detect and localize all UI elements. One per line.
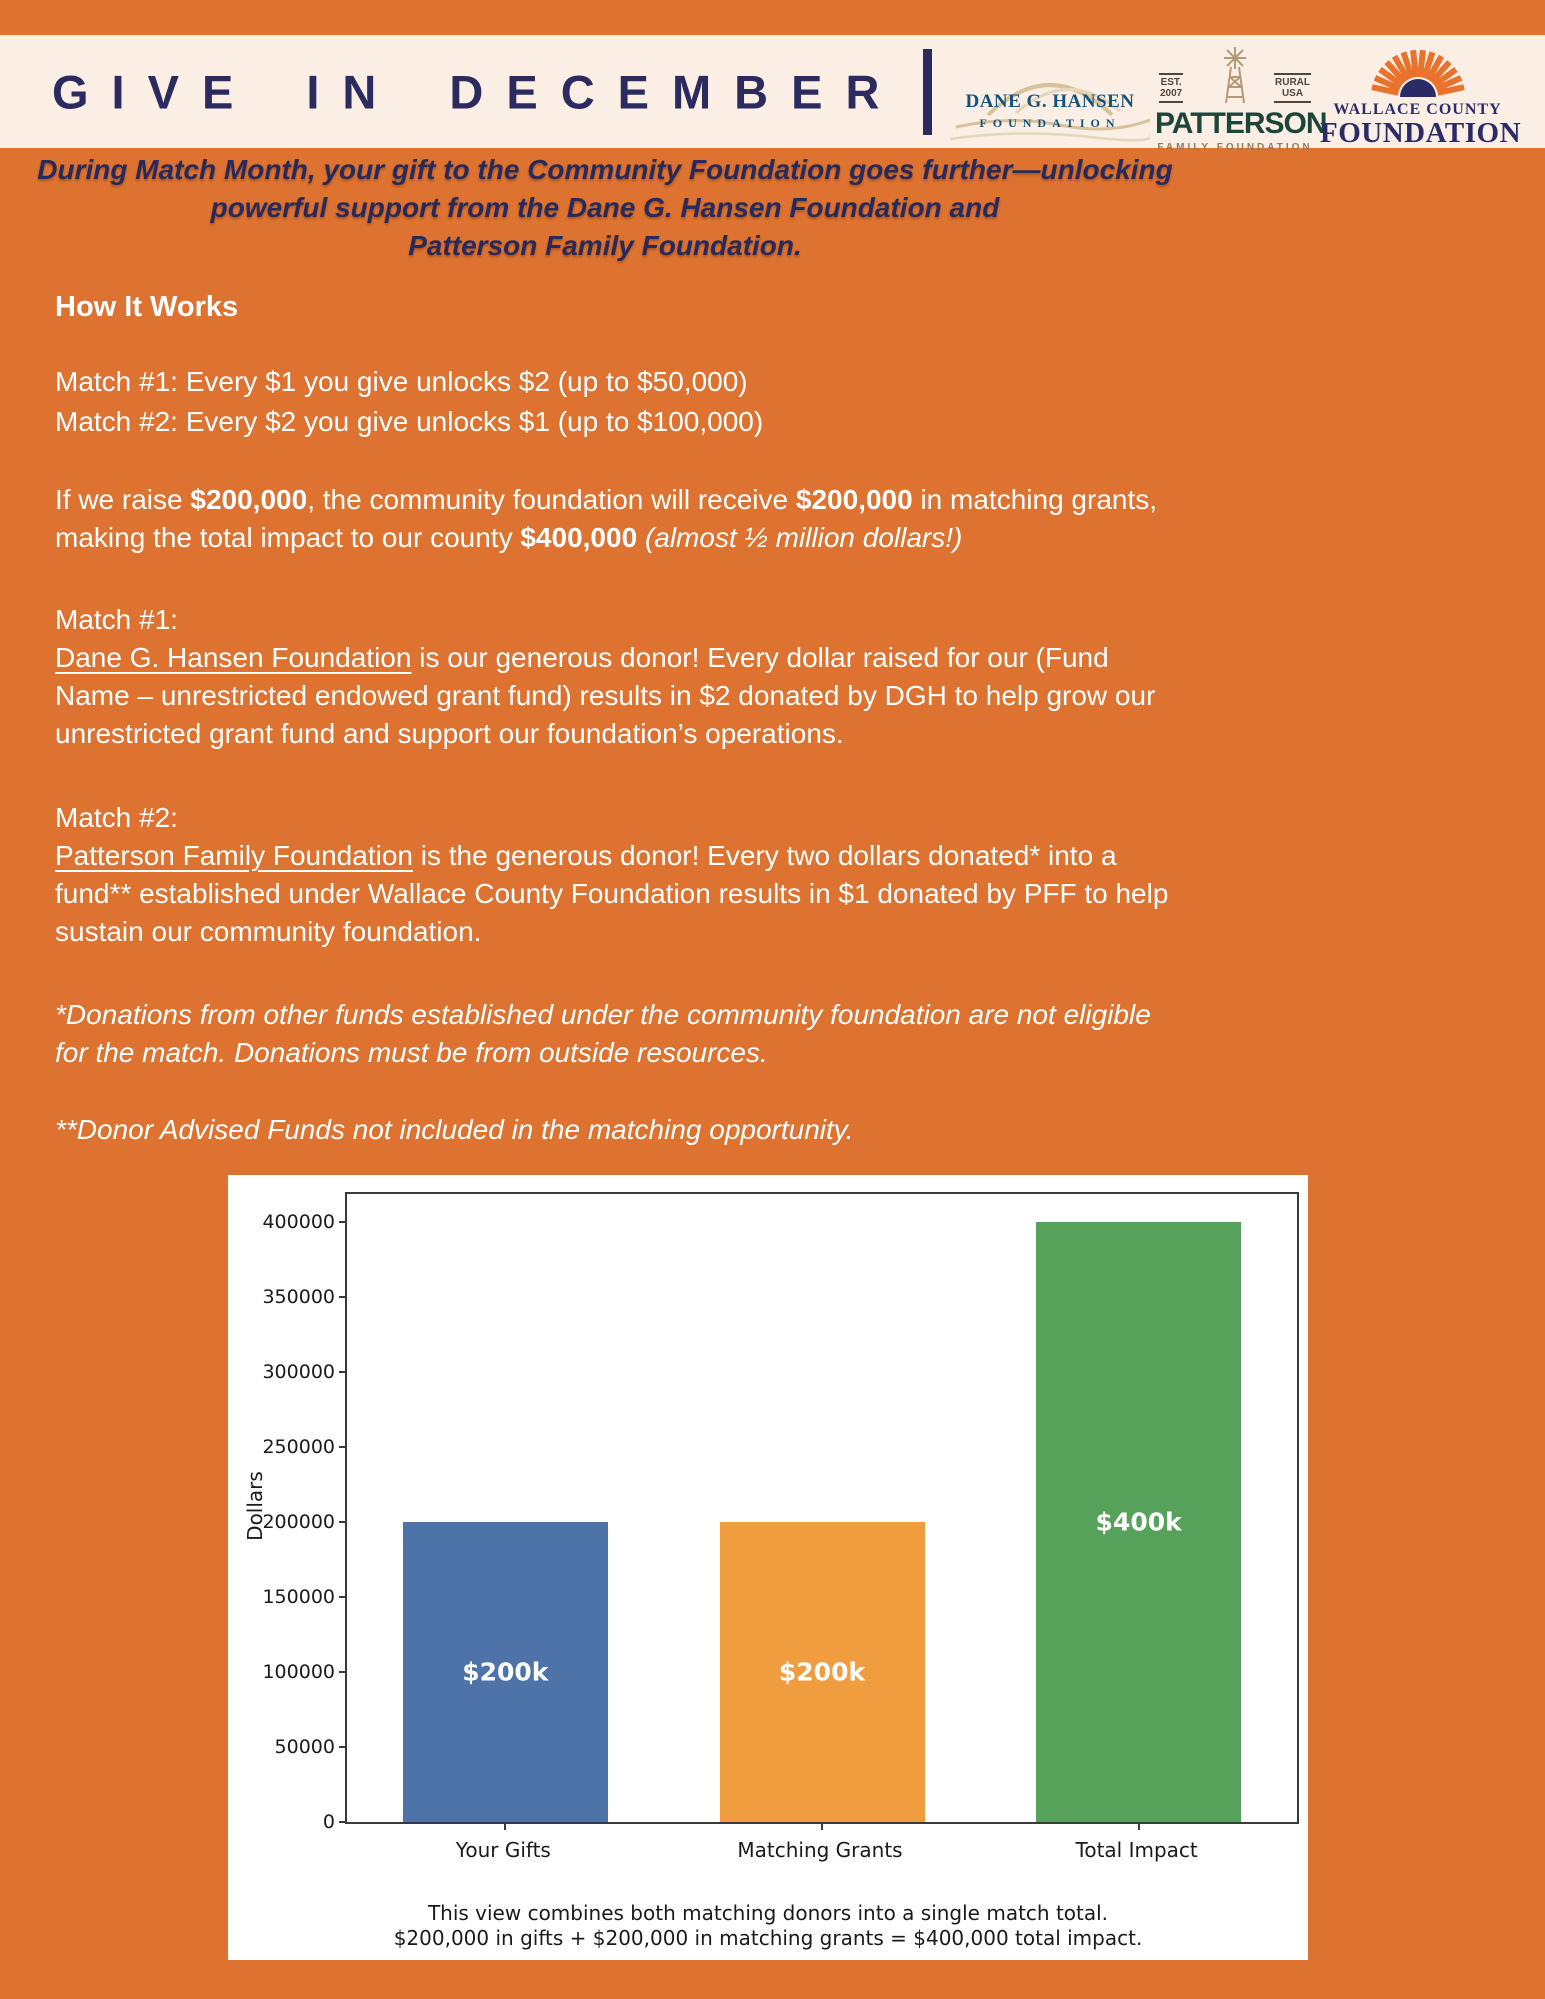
raise-text: , the community foundation will receive xyxy=(307,484,796,515)
chart-bar xyxy=(1036,1222,1241,1822)
y-tick-mark xyxy=(339,1446,347,1448)
y-tick-mark xyxy=(339,1821,347,1823)
match1-heading: Match #1: xyxy=(55,604,178,635)
raise-amount-1: $200,000 xyxy=(190,484,308,515)
patterson-logo xyxy=(1155,45,1327,153)
y-tick-mark xyxy=(339,1671,347,1673)
raise-text: in matching grants, making the total impact to our county xyxy=(55,484,1158,553)
match-summary-lines xyxy=(55,362,763,442)
y-tick-mark xyxy=(339,1746,347,1748)
chart-bar xyxy=(720,1522,925,1822)
wallace-logo-top: WALLACE COUNTY xyxy=(1333,101,1502,118)
impact-chart-panel xyxy=(228,1175,1308,1960)
patterson-est-year: 2007 xyxy=(1160,88,1183,99)
dane-hansen-logo xyxy=(950,53,1150,148)
wallace-county-logo xyxy=(1320,45,1522,149)
page-title: GIVE IN DECEMBER xyxy=(52,65,903,118)
chart-caption xyxy=(228,1901,1308,1951)
tagline-line2: powerful support from the Dane G. Hansen Foundation and xyxy=(210,192,1000,223)
y-tick-mark xyxy=(339,1296,347,1298)
x-tick-mark xyxy=(821,1822,823,1830)
raise-amount-3: $400,000 xyxy=(520,522,638,553)
patterson-rural-mark xyxy=(1274,73,1311,103)
match1-paragraph xyxy=(55,601,1170,753)
y-tick-label: 150000 xyxy=(262,1586,335,1609)
y-tick-label: 350000 xyxy=(262,1286,335,1309)
header-divider xyxy=(923,49,932,135)
y-tick-label: 0 xyxy=(322,1811,335,1833)
y-tick-label: 250000 xyxy=(262,1436,335,1459)
y-tick-label: 50000 xyxy=(274,1736,335,1759)
patterson-est-label: EST. xyxy=(1160,77,1182,88)
x-tick-label: Matching Grants xyxy=(737,1838,903,1862)
raise-amount-2: $200,000 xyxy=(795,484,913,515)
wallace-logo-bottom: FOUNDATION xyxy=(1320,117,1522,149)
hansen-foundation-link: Dane G. Hansen Foundation xyxy=(55,642,412,673)
bar-value-label: $200k xyxy=(462,1657,549,1687)
match2-heading: Match #2: xyxy=(55,802,178,833)
y-tick-label: 200000 xyxy=(262,1511,335,1534)
match1-summary: Match #1: Every $1 you give unlocks $2 (up to $50,000) xyxy=(55,366,748,397)
bar-value-label: $400k xyxy=(1095,1507,1182,1537)
header-band xyxy=(0,35,1545,153)
bar-value-label: $200k xyxy=(778,1657,866,1687)
plot-area xyxy=(262,1192,1299,1833)
match1-text: is our generous donor! Every dollar raised for our (Fund Name – unrestricted endowed grant fund) results in $2 donated by DGH to help grow our unrestricted grant fund and support our foundation’s operations. xyxy=(55,642,1156,749)
y-tick-mark xyxy=(339,1371,347,1373)
x-tick-label: Your Gifts xyxy=(455,1838,551,1862)
footnote-1: *Donations from other funds established under the community foundation are not eligible for the match. Donations must be from outside resources. xyxy=(55,999,1151,1068)
x-tick-mark xyxy=(1138,1822,1140,1830)
patterson-rural-label: RURAL xyxy=(1275,77,1310,88)
patterson-logo-name: PATTERSON xyxy=(1155,107,1327,140)
windmill-icon xyxy=(1200,45,1270,110)
y-tick-mark xyxy=(339,1221,347,1223)
raise-text: If we raise xyxy=(55,484,191,515)
how-it-works-heading: How It Works xyxy=(55,291,239,323)
y-tick-label: 100000 xyxy=(262,1661,335,1684)
y-tick-label: 400000 xyxy=(262,1211,335,1234)
raise-text xyxy=(637,522,645,553)
sunburst-icon xyxy=(1353,47,1483,104)
y-tick-mark xyxy=(339,1521,347,1523)
chart-bar xyxy=(403,1522,608,1822)
patterson-est-mark xyxy=(1159,73,1183,103)
chart-caption-line2: $200,000 in gifts + $200,000 in matching grants = $400,000 total impact. xyxy=(393,1926,1143,1950)
y-tick-label: 300000 xyxy=(262,1361,335,1384)
chart-y-axis-label: Dollars xyxy=(243,1471,267,1541)
x-tick-label: Total Impact xyxy=(1075,1838,1198,1862)
hansen-logo-name: DANE G. HANSEN xyxy=(965,91,1135,112)
tagline xyxy=(0,151,1210,265)
tagline-line1: During Match Month, your gift to the Community Foundation goes further—unlocking xyxy=(37,154,1173,185)
raise-aside: (almost ½ million dollars!) xyxy=(644,522,963,553)
hansen-logo-sub: FOUNDATION xyxy=(979,116,1121,130)
match2-paragraph xyxy=(55,799,1170,951)
raise-paragraph xyxy=(55,481,1170,557)
footnote-2: **Donor Advised Funds not included in the matching opportunity. xyxy=(55,1114,854,1145)
patterson-usa-label: USA xyxy=(1281,88,1304,99)
x-tick-mark xyxy=(504,1822,506,1830)
patterson-foundation-link: Patterson Family Foundation xyxy=(55,840,413,871)
match2-text: is the generous donor! Every two dollars donated* into a fund** established under Wallace County Foundation results in $1 donated by PFF to help sustain our community foundation. xyxy=(55,840,1169,947)
chart-caption-line1: This view combines both matching donors into a single match total. xyxy=(427,1901,1109,1925)
tagline-line3: Patterson Family Foundation. xyxy=(408,230,802,261)
match2-summary: Match #2: Every $2 you give unlocks $1 (up to $100,000) xyxy=(55,406,764,437)
patterson-logo-sub: FAMILY FOUNDATION xyxy=(1157,142,1313,153)
y-tick-mark xyxy=(339,1596,347,1598)
